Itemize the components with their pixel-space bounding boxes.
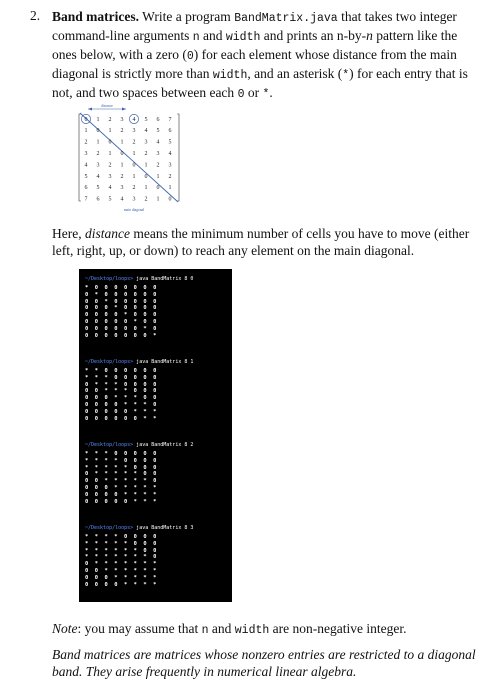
arrow-head-right: [122, 108, 126, 111]
matrix-cell: 1: [168, 185, 172, 192]
matrix-cell: 4: [96, 173, 100, 180]
statement-text: that takes two integer command-line arguments: [52, 9, 457, 43]
matrix-cell: 0: [108, 139, 112, 146]
matrix-cell: 1: [108, 151, 112, 157]
matrix-cell: 4: [156, 139, 160, 146]
terminal-command: [85, 525, 193, 531]
arg-n: n: [192, 31, 200, 44]
matrix-cell: 4: [168, 151, 172, 157]
matrix-cell: 1: [120, 139, 124, 146]
terminal-command: [85, 276, 193, 282]
matrix-cell: 4: [84, 162, 88, 169]
matrix-cell: 2: [120, 173, 124, 180]
matrix-cell: 3: [96, 162, 100, 169]
matrix-cell: 2: [96, 151, 100, 157]
statement-text: and: [199, 28, 226, 43]
distance-term: distance: [84, 226, 130, 241]
matrix-cell: 5: [168, 139, 172, 146]
matrix-cell: 4: [120, 196, 124, 203]
prompt-dir: ~/Desktop/loops>: [85, 276, 134, 282]
matrix-cell: 5: [108, 196, 112, 203]
terminal-command: [85, 359, 193, 365]
matrix-cell: 2: [132, 185, 136, 192]
matrix-cell: 2: [84, 139, 88, 146]
command-text: java BandMatrix 8 0: [133, 276, 194, 282]
matrix-cell: 1: [144, 162, 148, 169]
matrix-cell: 0: [168, 196, 172, 203]
matrix-cell: 0: [84, 116, 88, 123]
matrix-cell: 3: [120, 185, 124, 192]
matrix-output: * 0 0 0 0 0 0 0 0 * 0 0 0 0 0 0 0 0 * 0 0 0 0 0 0 0 0 * 0 0 0 0 0 0 0 0 * 0 0 0 0 0 0 0 0 * 0 0 0 0 0 0 0 0 * 0 0 0 0 0 0 0 0 *: [85, 285, 157, 339]
matrix-cell: 2: [168, 173, 172, 180]
matrix-cells: [85, 117, 172, 203]
matrix-cell: 3: [108, 173, 112, 180]
matrix-bracket-right: [177, 114, 179, 201]
matrix-cell: 3: [144, 139, 148, 146]
matrix-output: * * * * 0 0 0 0 * * * * * 0 0 0 * * * * * * 0 0 * * * * * * * 0 0 * * * * * * * 0 0 * * * * * * 0 0 0 * * * * * 0 0 0 0 * * * *: [85, 534, 157, 588]
statement-text: Write a program: [139, 9, 235, 24]
distance-explanation: [52, 225, 477, 259]
matrix-cell: 7: [168, 116, 172, 123]
matrix-cell: 6: [84, 185, 88, 192]
matrix-cell: 5: [144, 116, 148, 123]
matrix-cell: 1: [84, 128, 88, 135]
statement-text: pattern like the ones below, with a zero (: [52, 28, 458, 62]
matrix-cell: 5: [96, 185, 100, 192]
matrix-cell: 5: [84, 173, 88, 180]
statement-text: ) for each element whose distance from the main diagonal is strictly more than: [52, 47, 457, 81]
problem-number: 2.: [30, 8, 41, 23]
command-text: java BandMatrix 8 3: [133, 525, 194, 531]
statement-text: and prints an n-by-: [260, 28, 367, 43]
matrix-cell: 1: [120, 162, 124, 169]
matrix-cell: 2: [144, 196, 148, 203]
note-paragraph: [52, 620, 482, 639]
statement-text: , and an asterisk (: [247, 66, 343, 81]
matrix-cell: 3: [156, 151, 160, 157]
matrix-cell: 4: [144, 128, 148, 135]
note-width: width: [234, 624, 270, 637]
matrix-cell: 0: [144, 173, 148, 180]
matrix-bracket-left: [79, 114, 81, 201]
matrix-cell: 3: [132, 128, 136, 135]
prompt-dir: ~/Desktop/loops>: [85, 442, 134, 448]
statement-text: ) for each entry that is not, and two spaces between each: [52, 66, 468, 100]
explanation-text: Here,: [52, 226, 85, 241]
matrix-cell: 1: [144, 185, 148, 192]
terminal-command: [85, 442, 193, 448]
matrix-cell: 3: [120, 116, 124, 123]
matrix-cell: 1: [96, 116, 100, 123]
command-text: java BandMatrix 8 2: [133, 442, 194, 448]
matrix-cell: 1: [132, 173, 136, 180]
note-n: n: [201, 624, 209, 637]
note-text: : you may assume that: [77, 621, 202, 636]
statement-text: or: [244, 85, 263, 100]
note-text: are non-negative integer.: [269, 621, 407, 636]
matrix-output: * * 0 0 0 0 0 0 * * * 0 0 0 0 0 0 * * * 0 0 0 0 0 0 * * * 0 0 0 0 0 0 * * * 0 0 0 0 0 0 * * * 0 0 0 0 0 0 * * * 0 0 0 0 0 0 * *: [85, 368, 157, 422]
note-text: and: [208, 621, 235, 636]
matrix-cell: 1: [156, 173, 160, 180]
matrix-cell: 4: [108, 185, 112, 192]
matrix-cell: 2: [108, 162, 112, 169]
arrow-head-left: [88, 108, 92, 111]
matrix-cell: 2: [120, 128, 124, 135]
band-matrix-note: Band matrices are matrices whose nonzero entries are restricted to a diagonal band. They arise frequently in numerical linear algebra.: [52, 647, 476, 679]
distance-matrix-figure: [74, 103, 184, 213]
prompt-dir: ~/Desktop/loops>: [85, 359, 134, 365]
program-name: BandMatrix.java: [234, 12, 338, 25]
matrix-cell: 1: [132, 151, 136, 157]
matrix-cell: 7: [84, 196, 88, 203]
terminal-output: [79, 269, 232, 602]
matrix-cell: 6: [168, 128, 172, 135]
matrix-cell: 5: [156, 128, 160, 135]
asterisk-code: *: [262, 88, 270, 101]
problem-statement: [52, 8, 477, 103]
matrix-cell: 1: [96, 139, 100, 146]
arg-width: width: [225, 31, 261, 44]
n-italic: n: [366, 28, 373, 43]
matrix-cell: 2: [108, 116, 112, 123]
matrix-cell: 1: [156, 196, 160, 203]
matrix-output: * * * 0 0 0 0 0 * * * * 0 0 0 0 * * * * * 0 0 0 0 * * * * * 0 0 0 0 * * * * * 0 0 0 0 * * * * * 0 0 0 0 * * * * 0 0 0 0 0 * * *: [85, 451, 157, 505]
explanation-text: means the minimum number of cells you have to move (either left, right, up, or down) to reach any element on the main diagonal.: [52, 226, 470, 258]
zero-code: 0: [237, 88, 245, 101]
matrix-cell: 1: [108, 128, 112, 135]
zero-code: 0: [186, 50, 194, 63]
statement-text: .: [269, 85, 273, 100]
matrix-cell: 6: [156, 116, 160, 123]
main-diagonal-line: [80, 113, 178, 202]
command-text: java BandMatrix 8 1: [133, 359, 194, 365]
matrix-cell: 0: [132, 162, 136, 169]
matrix-cell: 2: [132, 139, 136, 146]
matrix-cell: 0: [120, 151, 124, 157]
matrix-cell: 6: [96, 196, 100, 203]
matrix-cell: 0: [96, 128, 100, 135]
problem-title: Band matrices.: [52, 9, 139, 24]
matrix-cell: 3: [84, 151, 88, 157]
matrix-cell: 2: [144, 151, 148, 157]
note-label: Note: [52, 621, 78, 636]
asterisk-code: *: [342, 69, 350, 82]
prompt-dir: ~/Desktop/loops>: [85, 525, 134, 531]
matrix-cell: 0: [156, 185, 160, 192]
main-diagonal-label: main diagonal: [123, 208, 145, 212]
matrix-cell: 2: [156, 162, 160, 169]
width-code: width: [212, 69, 248, 82]
matrix-cell: 3: [132, 196, 136, 203]
distance-label: distance: [101, 103, 113, 108]
matrix-cell: 4: [132, 116, 136, 123]
matrix-cell: 3: [168, 162, 172, 169]
